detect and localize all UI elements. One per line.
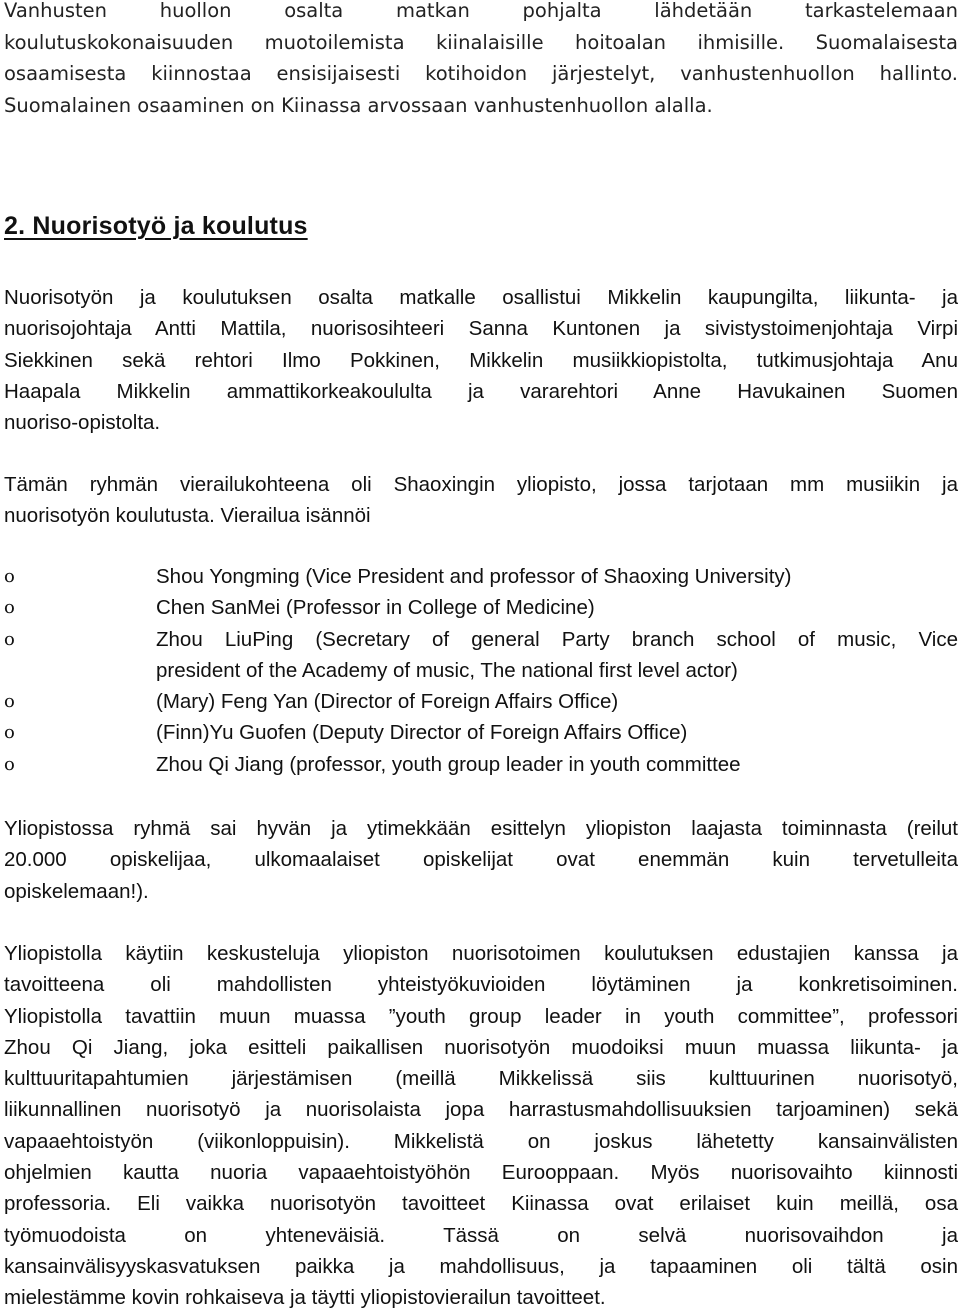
intro-paragraph (4, 0, 958, 121)
host-text: (Mary) Feng Yan (Director of Foreign Affairs Office) (156, 690, 619, 714)
intro-line: osaamisesta kiinnostaa ensisijaisesti kotihoidon järjestelyt, vanhustenhuollon hallinto. (4, 62, 958, 85)
visit-line: Tämän ryhmän vierailukohteena oli Shaoxingin yliopisto, jossa tarjotaan mm musiikin ja (4, 473, 958, 496)
discussions-line: vapaaehtoistyön (viikonloppuisin). Mikkelistä on joskus lähetetty kansainvälisten (4, 1129, 958, 1153)
list-item (4, 749, 958, 780)
university-paragraph (4, 813, 958, 907)
intro-line: Suomalainen osaaminen on Kiinassa arvossaan vanhustenhuollon alalla. (4, 93, 713, 117)
bullet-icon: o (4, 628, 15, 650)
host-text: Zhou LiuPing (Secretary of general Party branch school of music, Vice (156, 627, 958, 651)
visit-line: nuorisotyön koulutusta. Vierailua isännöi (4, 504, 371, 528)
discussions-line: ohjelmien kautta nuoria vapaaehtoistyöhön Eurooppaan. Myös nuorisovaihto kiinnosti (4, 1161, 958, 1185)
host-text: president of the Academy of music, The national first level actor) (156, 658, 738, 682)
participants-line: Nuorisotyön ja koulutuksen osalta matkalle osallistui Mikkelin kaupungilta, liikunta- ja (4, 286, 958, 309)
university-line: Yliopistossa ryhmä sai hyvän ja ytimekkään esittelyn yliopiston laajasta toiminnasta (reilut (4, 817, 958, 840)
bullet-icon: o (4, 566, 15, 587)
discussions-paragraph (4, 938, 958, 1314)
intro-line: koulutuskokonaisuuden muotoilemista kiinalaisille hoitoalan ihmisille. Suomalaisesta (4, 30, 958, 54)
list-item (4, 717, 958, 748)
bullet-icon: o (4, 722, 15, 744)
host-text: Chen SanMei (Professor in College of Medicine) (156, 596, 595, 620)
discussions-line: kulttuuritapahtumien järjestämisen (meillä Mikkelissä siis kulttuurinen nuorisotyö, (4, 1067, 958, 1091)
intro-line: Vanhusten huollon osalta matkan pohjalta lähdetään tarkastelemaan (4, 0, 958, 22)
discussions-line: kansainvälisyyskasvatuksen paikka ja mahdollisuus, ja tapaaminen oli tältä osin (4, 1254, 958, 1278)
participants-line: nuoriso-opistolta. (4, 411, 161, 435)
discussions-line: professoria. Eli vaikka nuorisotyön tavoitteet Kiinassa ovat erilaiset kuin meillä, osa (4, 1192, 958, 1216)
participants-line: nuorisojohtaja Antti Mattila, nuorisosihteeri Sanna Kuntonen ja sivistystoimenjohtaja Virpi (4, 317, 958, 341)
section-heading: 2. Nuorisotyö ja koulutus (4, 212, 308, 240)
visit-paragraph (4, 469, 958, 532)
host-text: Zhou Qi Jiang (professor, youth group leader in youth committee (156, 752, 741, 776)
host-text: (Finn)Yu Guofen (Deputy Director of Foreign Affairs Office) (156, 721, 688, 745)
discussions-line: työmuodoista on yhteneväisiä. Tässä on selvä nuorisovaihdon ja (4, 1223, 958, 1247)
discussions-line: liikunnallinen nuorisotyö ja nuorisolaista jopa harrastusmahdollisuuksien tarjoaminen) sekä (4, 1098, 958, 1122)
discussions-line: Yliopistolla käytiin keskusteluja yliopiston nuorisotoimen koulutuksen edustajien kanssa ja (4, 942, 958, 965)
university-line: 20.000 opiskelijaa, ulkomaalaiset opiskelijat ovat enemmän kuin tervetulleita (4, 848, 958, 872)
list-item (4, 561, 958, 592)
list-item (4, 686, 958, 717)
bullet-icon: o (4, 753, 15, 775)
discussions-line: tavoitteena oli mahdollisten yhteistyökuvioiden löytäminen ja konkretisoiminen. (4, 973, 958, 997)
participants-line: Siekkinen sekä rehtori Ilmo Pokkinen, Mikkelin musiikkiopistolta, tutkimusjohtaja Anu (4, 348, 958, 372)
university-line: opiskelemaan!). (4, 879, 149, 903)
list-item (4, 624, 958, 687)
participants-paragraph (4, 282, 958, 438)
host-text: Shou Yongming (Vice President and professor of Shaoxing University) (156, 565, 792, 588)
host-list (4, 561, 958, 780)
discussions-line: mielestämme kovin rohkaiseva ja täytti yliopistovierailun tavoitteet. (4, 1286, 606, 1310)
discussions-line: Zhou Qi Jiang, joka esitteli paikallisen nuorisotyön muodoiksi muun muassa liikunta- ja (4, 1035, 958, 1059)
participants-line: Haapala Mikkelin ammattikorkeakoululta ja vararehtori Anne Havukainen Suomen (4, 379, 958, 403)
bullet-icon: o (4, 691, 15, 713)
list-item (4, 592, 958, 623)
bullet-icon: o (4, 597, 15, 619)
discussions-line: Yliopistolla tavattiin muun muassa ”youth group leader in youth committee”, professori (4, 1004, 958, 1028)
